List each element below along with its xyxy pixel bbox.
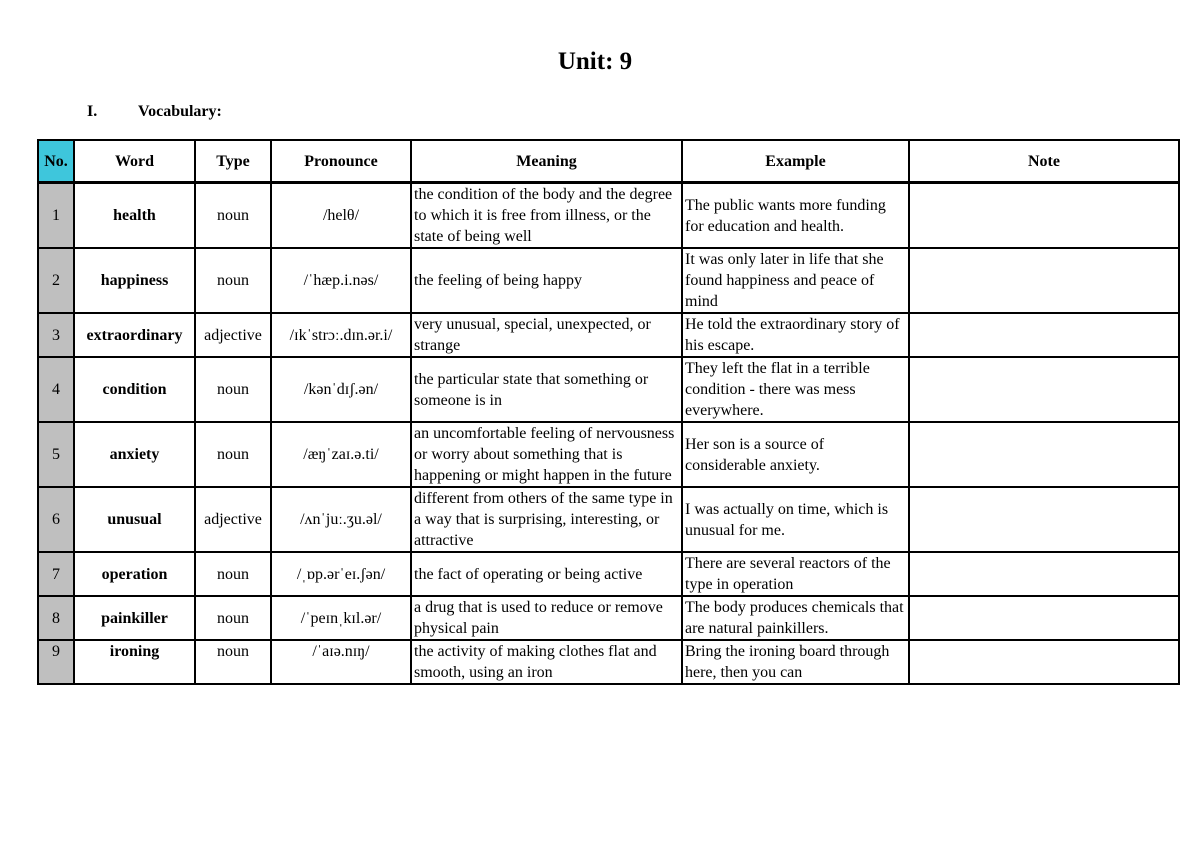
cell-no: 8 [38, 596, 74, 640]
cell-example: It was only later in life that she found happiness and peace of mind [682, 248, 909, 313]
cell-word: operation [74, 552, 195, 596]
cell-word: happiness [74, 248, 195, 313]
cell-word: extraordinary [74, 313, 195, 357]
cell-pronounce: /helθ/ [271, 183, 411, 249]
vocabulary-table [37, 139, 1180, 685]
cell-no: 3 [38, 313, 74, 357]
table-row [38, 552, 1179, 596]
cell-type: noun [195, 248, 271, 313]
cell-no: 5 [38, 422, 74, 487]
cell-pronounce: /ˈpeɪnˌkɪl.ər/ [271, 596, 411, 640]
cell-note [909, 183, 1179, 249]
table-row [38, 422, 1179, 487]
cell-type: noun [195, 552, 271, 596]
cell-word: ironing [74, 640, 195, 684]
cell-no: 6 [38, 487, 74, 552]
cell-pronounce: /kənˈdɪʃ.ən/ [271, 357, 411, 422]
cell-word: unusual [74, 487, 195, 552]
table-row [38, 640, 1179, 684]
cell-pronounce: /ˈhæp.i.nəs/ [271, 248, 411, 313]
header-example: Example [682, 140, 909, 183]
table-row [38, 313, 1179, 357]
header-type: Type [195, 140, 271, 183]
cell-example: Bring the ironing board through here, then you can [682, 640, 909, 684]
table-row [38, 357, 1179, 422]
table-row [38, 596, 1179, 640]
cell-note [909, 313, 1179, 357]
cell-meaning: the activity of making clothes flat and smooth, using an iron [411, 640, 682, 684]
section-heading [87, 103, 222, 121]
cell-pronounce: /ˈaɪə.nɪŋ/ [271, 640, 411, 684]
cell-example: The public wants more funding for education and health. [682, 183, 909, 249]
cell-example: They left the flat in a terrible condition - there was mess everywhere. [682, 357, 909, 422]
cell-pronounce: /ˌɒp.ərˈeɪ.ʃən/ [271, 552, 411, 596]
cell-word: anxiety [74, 422, 195, 487]
header-word: Word [74, 140, 195, 183]
cell-type: noun [195, 596, 271, 640]
cell-meaning: a drug that is used to reduce or remove physical pain [411, 596, 682, 640]
cell-word: painkiller [74, 596, 195, 640]
table-row [38, 487, 1179, 552]
cell-note [909, 640, 1179, 684]
cell-note [909, 422, 1179, 487]
table-row [38, 183, 1179, 249]
cell-note [909, 357, 1179, 422]
cell-no: 7 [38, 552, 74, 596]
cell-no: 2 [38, 248, 74, 313]
cell-example: Her son is a source of considerable anxiety. [682, 422, 909, 487]
cell-word: condition [74, 357, 195, 422]
cell-no: 1 [38, 183, 74, 249]
cell-meaning: the particular state that something or someone is in [411, 357, 682, 422]
cell-note [909, 487, 1179, 552]
header-meaning: Meaning [411, 140, 682, 183]
cell-meaning: the condition of the body and the degree to which it is free from illness, or the state of being well [411, 183, 682, 249]
section-number: I. [87, 103, 98, 120]
cell-example: He told the extraordinary story of his escape. [682, 313, 909, 357]
table-row [38, 248, 1179, 313]
page-title: Unit: 9 [557, 48, 633, 75]
cell-type: noun [195, 183, 271, 249]
cell-meaning: the feeling of being happy [411, 248, 682, 313]
header-no: No. [38, 140, 74, 183]
cell-type: adjective [195, 313, 271, 357]
cell-note [909, 248, 1179, 313]
cell-meaning: different from others of the same type in a way that is surprising, interesting, or attractive [411, 487, 682, 552]
cell-meaning: the fact of operating or being active [411, 552, 682, 596]
cell-example: There are several reactors of the type in operation [682, 552, 909, 596]
header-pronounce: Pronounce [271, 140, 411, 183]
cell-pronounce: /ʌnˈjuː.ʒu.əl/ [271, 487, 411, 552]
cell-meaning: an uncomfortable feeling of nervousness or worry about something that is happening or might happen in the future [411, 422, 682, 487]
table-header-row [38, 140, 1179, 183]
cell-word: health [74, 183, 195, 249]
cell-no: 4 [38, 357, 74, 422]
header-note: Note [909, 140, 1179, 183]
cell-note [909, 596, 1179, 640]
section-title: Vocabulary: [138, 103, 222, 120]
cell-example: I was actually on time, which is unusual for me. [682, 487, 909, 552]
cell-meaning: very unusual, special, unexpected, or strange [411, 313, 682, 357]
cell-pronounce: /ɪkˈstrɔː.dɪn.ər.i/ [271, 313, 411, 357]
cell-no: 9 [38, 640, 74, 684]
cell-pronounce: /æŋˈzaɪ.ə.ti/ [271, 422, 411, 487]
cell-type: noun [195, 422, 271, 487]
cell-note [909, 552, 1179, 596]
cell-type: noun [195, 640, 271, 684]
cell-type: adjective [195, 487, 271, 552]
cell-type: noun [195, 357, 271, 422]
cell-example: The body produces chemicals that are natural painkillers. [682, 596, 909, 640]
